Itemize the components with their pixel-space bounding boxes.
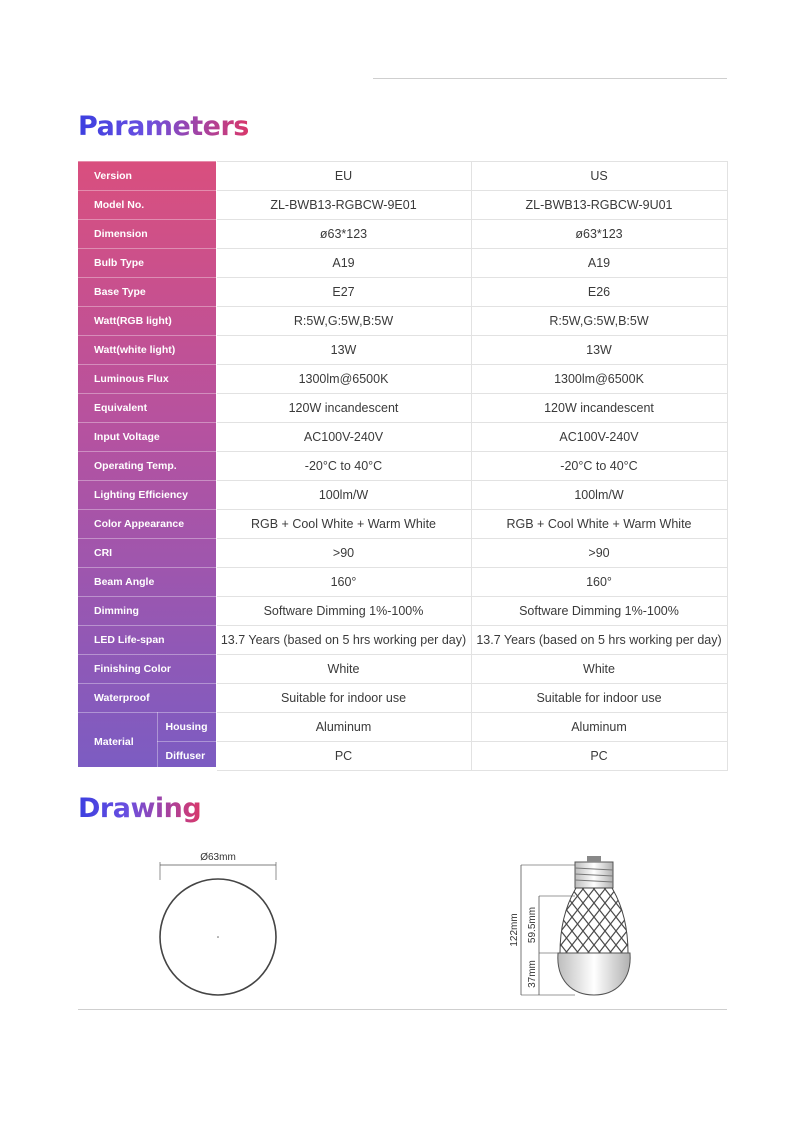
row-label: Model No. xyxy=(78,191,216,220)
material-label: Material xyxy=(78,713,157,771)
row-value-us: Suitable for indoor use xyxy=(471,684,727,713)
row-label: Color Appearance xyxy=(78,510,216,539)
row-value-eu: E27 xyxy=(216,278,471,307)
row-value-us: RGB + Cool White + Warm White xyxy=(471,510,727,539)
row-value-eu: -20°C to 40°C xyxy=(216,452,471,481)
row-value-us: 100lm/W xyxy=(471,481,727,510)
row-value-eu: 160° xyxy=(216,568,471,597)
row-value-eu: Suitable for indoor use xyxy=(216,684,471,713)
housing-label: Housing xyxy=(157,713,216,742)
row-value-us: 160° xyxy=(471,568,727,597)
table-row xyxy=(78,220,727,249)
table-row xyxy=(78,510,727,539)
row-label: LED Life-span xyxy=(78,626,216,655)
parameters-table-body xyxy=(78,162,727,771)
upper-height-label: 59.5mm xyxy=(527,906,538,944)
row-label: Watt(white light) xyxy=(78,336,216,365)
row-value-us: E26 xyxy=(471,278,727,307)
parameters-table xyxy=(78,161,728,771)
diffuser-label: Diffuser xyxy=(157,742,216,771)
row-value-us: Software Dimming 1%-100% xyxy=(471,597,727,626)
front-view xyxy=(160,852,276,995)
table-row xyxy=(78,191,727,220)
row-value-us: White xyxy=(471,655,727,684)
table-row xyxy=(78,655,727,684)
row-label: Operating Temp. xyxy=(78,452,216,481)
row-value-us: -20°C to 40°C xyxy=(471,452,727,481)
row-value-eu: 100lm/W xyxy=(216,481,471,510)
row-value-us: 120W incandescent xyxy=(471,394,727,423)
row-value-eu: 13W xyxy=(216,336,471,365)
row-value-eu: 120W incandescent xyxy=(216,394,471,423)
row-value-us: R:5W,G:5W,B:5W xyxy=(471,307,727,336)
row-value-us: ø63*123 xyxy=(471,220,727,249)
dimension-drawing xyxy=(0,840,800,1010)
row-value-us: A19 xyxy=(471,249,727,278)
table-row xyxy=(78,336,727,365)
total-height-label: 122mm xyxy=(509,913,520,947)
row-label: Waterproof xyxy=(78,684,216,713)
table-row xyxy=(78,249,727,278)
table-row xyxy=(78,423,727,452)
table-row xyxy=(78,713,727,742)
table-row xyxy=(78,307,727,336)
diameter-label: Ø63mm xyxy=(200,852,236,863)
top-divider xyxy=(373,78,727,79)
row-label: CRI xyxy=(78,539,216,568)
row-label: Base Type xyxy=(78,278,216,307)
version-us: US xyxy=(471,162,727,191)
row-value-eu: >90 xyxy=(216,539,471,568)
table-row xyxy=(78,278,727,307)
row-value-eu: AC100V-240V xyxy=(216,423,471,452)
row-value-eu: ø63*123 xyxy=(216,220,471,249)
bottom-divider xyxy=(78,1009,727,1010)
row-value-us: 1300lm@6500K xyxy=(471,365,727,394)
drawing-title: Drawing xyxy=(78,793,202,824)
row-value-us: ZL-BWB13-RGBCW-9U01 xyxy=(471,191,727,220)
row-label: Beam Angle xyxy=(78,568,216,597)
row-value-eu: ZL-BWB13-RGBCW-9E01 xyxy=(216,191,471,220)
row-value-eu: 13.7 Years (based on 5 hrs working per day) xyxy=(216,626,471,655)
housing-us: Aluminum xyxy=(471,713,727,742)
table-row xyxy=(78,481,727,510)
row-value-eu: 1300lm@6500K xyxy=(216,365,471,394)
row-label: Dimming xyxy=(78,597,216,626)
table-row xyxy=(78,394,727,423)
version-label: Version xyxy=(78,162,216,191)
side-view xyxy=(509,856,630,995)
diffuser-eu: PC xyxy=(216,742,471,771)
bulb-pattern-body xyxy=(560,888,628,953)
row-label: Bulb Type xyxy=(78,249,216,278)
row-value-us: 13W xyxy=(471,336,727,365)
row-label: Watt(RGB light) xyxy=(78,307,216,336)
table-row xyxy=(78,365,727,394)
housing-eu: Aluminum xyxy=(216,713,471,742)
version-eu: EU xyxy=(216,162,471,191)
row-value-eu: R:5W,G:5W,B:5W xyxy=(216,307,471,336)
row-label: Luminous Flux xyxy=(78,365,216,394)
table-row xyxy=(78,684,727,713)
table-row xyxy=(78,568,727,597)
row-label: Input Voltage xyxy=(78,423,216,452)
row-label: Equivalent xyxy=(78,394,216,423)
table-row xyxy=(78,597,727,626)
table-row xyxy=(78,452,727,481)
row-label: Finishing Color xyxy=(78,655,216,684)
table-row xyxy=(78,626,727,655)
table-row xyxy=(78,742,727,771)
row-value-eu: A19 xyxy=(216,249,471,278)
row-value-us: AC100V-240V xyxy=(471,423,727,452)
bulb-diffuser xyxy=(558,953,630,995)
table-header-row xyxy=(78,162,727,191)
row-value-us: 13.7 Years (based on 5 hrs working per day) xyxy=(471,626,727,655)
row-value-eu: RGB + Cool White + Warm White xyxy=(216,510,471,539)
table-row xyxy=(78,539,727,568)
lower-height-label: 37mm xyxy=(527,960,538,988)
row-label: Dimension xyxy=(78,220,216,249)
row-value-eu: Software Dimming 1%-100% xyxy=(216,597,471,626)
diffuser-us: PC xyxy=(471,742,727,771)
row-value-us: >90 xyxy=(471,539,727,568)
row-value-eu: White xyxy=(216,655,471,684)
parameters-title: Parameters xyxy=(78,111,249,142)
row-label: Lighting Efficiency xyxy=(78,481,216,510)
